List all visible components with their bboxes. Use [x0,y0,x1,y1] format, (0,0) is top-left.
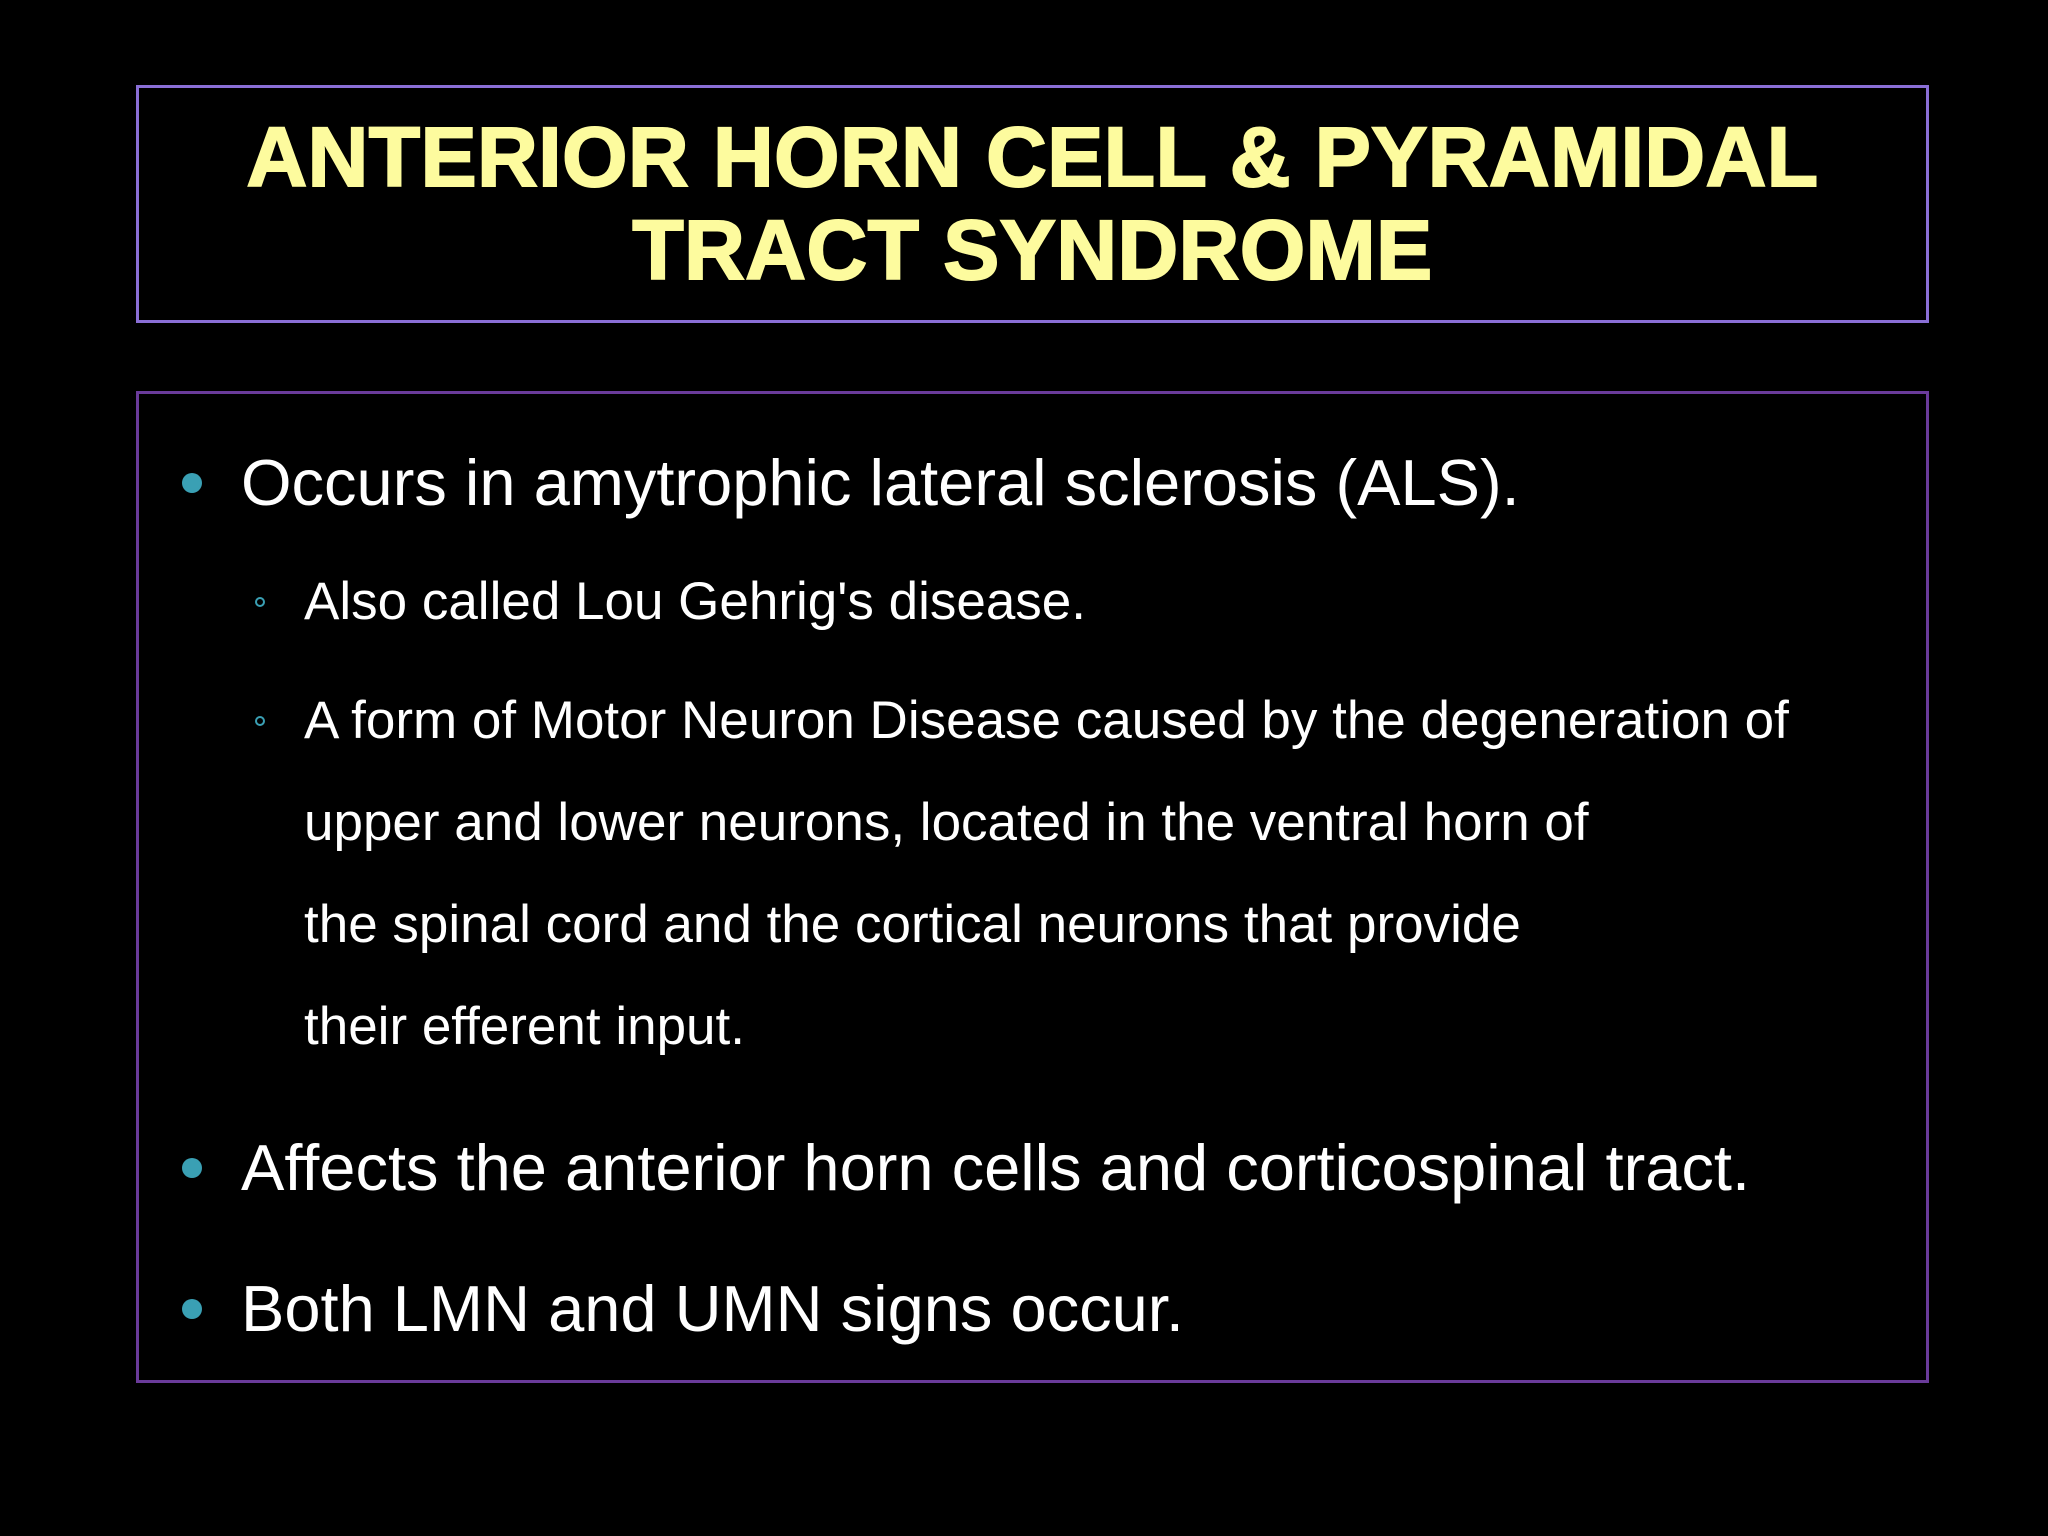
slide-title-line-2: TRACT SYNDROME [632,203,1433,297]
slide-title-box [136,85,1929,323]
sub-bullet-item-2 [304,670,1789,1078]
bullet-item-2: Affects the anterior horn cells and corticospinal tract. [241,1131,1750,1204]
sub-bullet-icon [255,597,265,607]
sub-bullet-icon [255,716,265,726]
slide-title [246,111,1818,297]
sub-bullet-item-2-line-2: upper and lower neurons, located in the ventral horn of [304,793,1589,852]
bullet-icon [182,473,202,493]
sub-bullet-item-2-line-3: the spinal cord and the cortical neurons that provide [304,895,1521,954]
sub-bullet-item-1: Also called Lou Gehrig's disease. [304,572,1087,631]
bullet-icon [182,1158,202,1178]
bullet-item-1: Occurs in amytrophic lateral sclerosis (ALS). [241,446,1520,519]
sub-bullet-item-2-line-1: A form of Motor Neuron Disease caused by the degeneration of [304,691,1789,750]
bullet-icon [182,1299,202,1319]
slide-content-box [136,391,1929,1383]
bullet-item-3: Both LMN and UMN signs occur. [241,1272,1184,1345]
sub-bullet-item-2-line-4: their efferent input. [304,997,745,1056]
slide-title-line-1: ANTERIOR HORN CELL & PYRAMIDAL [246,110,1819,204]
